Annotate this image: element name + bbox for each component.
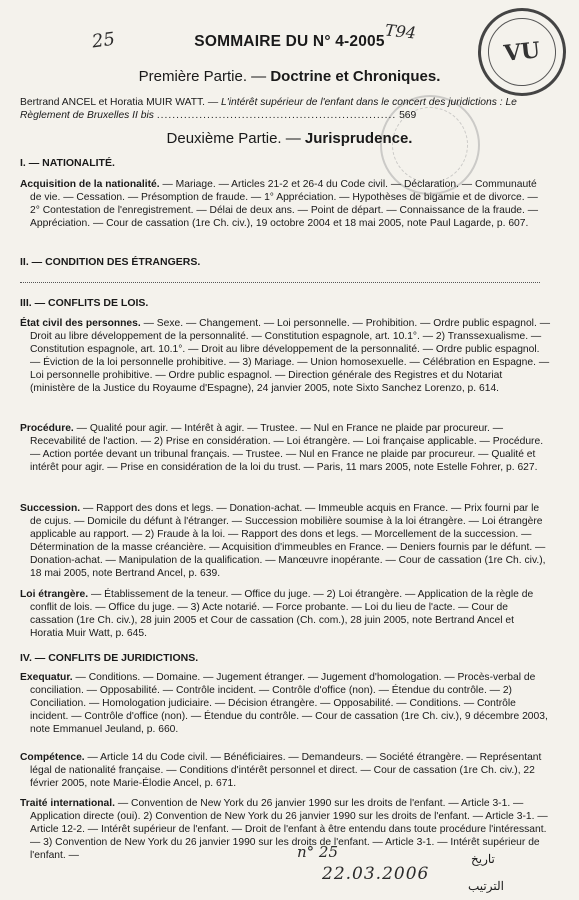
vu-stamp: [474, 4, 571, 101]
arabic-label-order: الترتيب: [468, 879, 504, 893]
section-conflits-juridictions: IV. — CONFLITS DE JURIDICTIONS.: [20, 652, 199, 664]
handwritten-code-right: T94: [384, 20, 417, 43]
part1-title: Doctrine et Chroniques.: [270, 68, 441, 85]
part1-heading: [0, 68, 579, 85]
handwritten-date: 22.03.2006: [322, 864, 430, 884]
entry-competence-head: Compétence.: [20, 752, 85, 763]
part1-authors: Bertrand ANCEL et Horatia MUIR WATT.: [20, 97, 206, 108]
part1-label: Première Partie. —: [138, 68, 267, 85]
entry-traite-body: — Convention de New York du 26 janvier 1990 sur les droits de l'enfant. — Article 3-1. — Application directe (oui). 2) Convention de New York du 26 janvier 1990 sur les droits de l'enfant. — Article 3-1. — Article 12-2. — Intérêt supérieur de l'enfant. — Droit de l'enfant à être entendu dans toute procédure l'intéressant. — 3) Convention de New York du 26 janvier 1990 sur les droits de l'enfant. — Article 3-1. — Intérêt supérieur de l'enfant. —: [30, 798, 548, 862]
section-conflits-lois: III. — CONFLITS DE LOIS.: [20, 297, 149, 309]
handwritten-number-left: 25: [90, 28, 117, 53]
dotted-rule: [20, 282, 540, 283]
entry-nationalite: [20, 178, 550, 230]
entry-procedure-body: — Qualité pour agir. — Intérêt à agir. — Trustee. — Nul en France ne plaide par procureur. — Recevabilité de l'action. — 2) Prise en considération. — Loi étrangère. — Loi française applicable. — Procédure. — Action portée devant un tribunal français. — Trustee. — Nul en France ne plaide par procureur. — Qualité et intérêt pour agir. — Prise en considération de la loi du trust. — Paris, 11 mars 2005, note Estelle Fohrer, p. 627.: [30, 423, 544, 474]
entry-nationalite-head: Acquisition de la nationalité.: [20, 179, 160, 190]
part2-heading: [0, 130, 579, 147]
entry-loi-etrangere: [20, 588, 550, 640]
entry-succession: [20, 502, 550, 581]
part1-entry: Bertrand ANCEL et Horatia MUIR WATT. — L'intérêt supérieur de l'enfant dans le concert des juridictions : Le Règlement de Bruxelles II bis .............................................................. 569: [20, 97, 517, 122]
summary-title: SOMMAIRE DU N° 4-2005: [194, 33, 385, 50]
entry-exequatur-head: Exequatur.: [20, 672, 73, 683]
entry-procedure: [20, 422, 550, 474]
entry-procedure-head: Procédure.: [20, 423, 74, 434]
entry-etat-civil: [20, 317, 550, 396]
vu-stamp-text: VU: [485, 15, 560, 90]
entry-loi-etrangere-head: Loi étrangère.: [20, 589, 89, 600]
entry-succession-body: — Rapport des dons et legs. — Donation-achat. — Immeuble acquis en France. — Prix fourni par le de cujus. — Domicile du défunt à l'étranger. — Succession mobilière soumise à la loi étrangère. — Loi étrangère applicable au rapport. — 2) Fraude à la loi. — Rapport des dons et legs. — Morcellement de la succession. — Détermination de la masse créancière. — Acquisition d'immeubles en France. — Deniers fournis par le défunt. — Donation-achat. — Manipulation de la qualification. — Manœuvre inopérante. — Cour de cassation (1re Ch. civ.), 18 mai 2005, note Bertrand Ancel, p. 639.: [30, 503, 546, 580]
entry-competence-body: — Article 14 du Code civil. — Bénéficiaires. — Demandeurs. — Société étrangère. — Représentant légal de nationalité française. — Conditions d'intérêt personnel et direct. — Cour de cassation (1re Ch. civ.), 22 février 2005, note Marie-Élodie Ancel, p. 671.: [30, 752, 542, 790]
entry-competence: [20, 751, 550, 790]
entry-exequatur-body: — Conditions. — Domaine. — Jugement étranger. — Jugement d'homologation. — Procès-verbal de conciliation. — Opposabilité. — Contrôle incident. — Contrôle d'office (non). — Étendue du contrôle. — 2) Conciliation. — Homologation judiciaire. — Décision étrangère. — Opposabilité. — Conditions. — Contrôle incident. — Contrôle d'office (non). — Étendue du contrôle. — Cour de cassation (1re Ch. civ.), 9 décembre 2003, note Emmanuel Jeuland, p. 660.: [30, 672, 548, 736]
part2-label: Deuxième Partie. —: [166, 130, 301, 147]
part2-title: Jurisprudence.: [304, 130, 413, 147]
arabic-label-date: تاريخ: [471, 852, 495, 866]
entry-etat-civil-body: — Sexe. — Changement. — Loi personnelle. — Prohibition. — Ordre public espagnol. — Droit au libre développement de la personnalité. — Constitution espagnole, art. 10.1°. — 2) Transsexualisme. — Constitution espagnole, art. 10.1°. — Droit au libre développement de la personnalité. — Ordre public espagnol. — Éviction de la loi personnelle prohibitive. — 3) Mariage. — Union homosexuelle. — Célébration en Espagne. — Loi personnelle prohibitive. — Ordre public espagnol. — Direction générale des Registres et du Notariat (ministère de la Justice du Royaume d'Espagne), 24 janvier 2005, note Sixto Sanchez Lorenzo, p. 614.: [30, 318, 550, 395]
part1-page: 569: [399, 110, 417, 122]
handwritten-note: n° 25: [297, 843, 339, 861]
section-condition-etrangers: II. — CONDITION DES ÉTRANGERS.: [20, 256, 201, 268]
entry-succession-head: Succession.: [20, 503, 81, 514]
entry-exequatur: [20, 671, 550, 736]
part1-article-title: — L'intérêt supérieur de l'enfant dans le concert des juridictions : Le Règlement de Bruxelles II bis: [20, 97, 517, 122]
entry-traite-head: Traité international.: [20, 798, 115, 809]
entry-loi-etrangere-body: — Établissement de la teneur. — Office du juge. — 2) Loi étrangère. — Application de la règle de conflit de lois. — Office du juge. — 3) Acte notarié. — Force probante. — Loi du lieu de l'acte. — Cour de cassation (1re Ch. civ.), 28 juin 2005 et Cour de cassation (Ch. com.), 28 juin 2005, note Bertrand Ancel et Horatia Muir Watt, p. 645.: [30, 589, 534, 640]
entry-nationalite-body: — Mariage. — Articles 21-2 et 26-4 du Code civil. — Déclaration. — Communauté de vie. — Cessation. — Présomption de fraude. — 1° Appréciation. — Hypothèses de bigamie et de divorce. — 2° Contestation de l'enregistrement. — Délai de deux ans. — Point de départ. — Connaissance de la fraude. — Appréciation. — Cour de cassation (1re Ch. civ.), 19 octobre 2004 et 18 mai 2005, note Paul Lagarde, p. 607.: [30, 179, 539, 230]
entry-etat-civil-head: État civil des personnes.: [20, 318, 141, 329]
section-nationalite: I. — NATIONALITÉ.: [20, 157, 115, 169]
